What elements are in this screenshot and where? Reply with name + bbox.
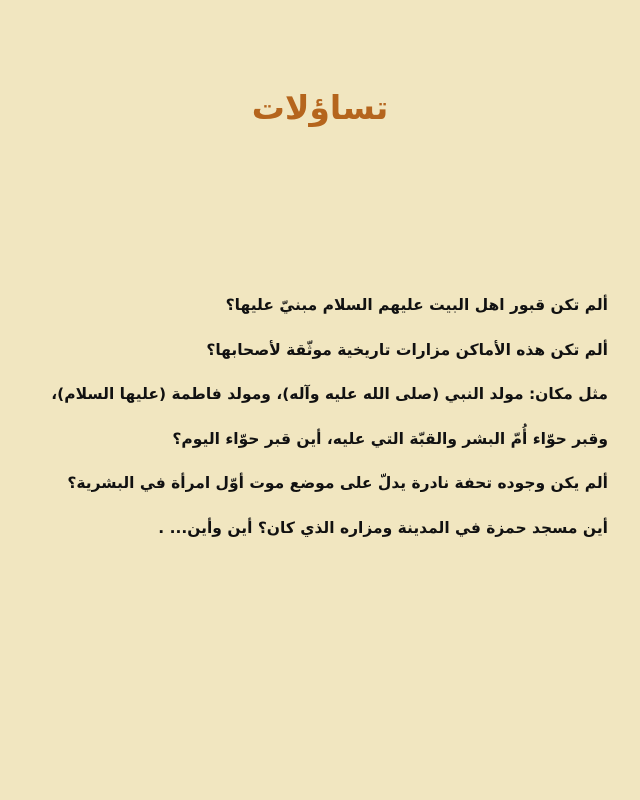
page-title: تساؤلات [251,88,389,127]
question-line: أين مسجد حمزة في المدينة ومزاره الذي كان؟ أين وأين... . [158,518,608,537]
question-line: ألم تكن هذه الأماكن مزارات تاريخية موثّقة لأصحابها؟ [206,340,608,359]
question-line: ألم تكن قبور اهل البيت عليهم السلام مبنيّ عليها؟ [225,296,608,314]
questions-list [18,283,608,551]
question-line: مثل مكان: مولد النبي (صلى الله عليه وآله)، ومولد فاطمة (عليها السلام)، [51,385,608,404]
question-line: ألم يكن وجوده تحفة نادرة يدلّ على موضع موت أوّل امرأة في البشرية؟ [67,474,608,493]
question-line: وقبر حوّاء أُمّ البشر والقبّة التي عليه، أين قبر حوّاء اليوم؟ [172,429,608,448]
